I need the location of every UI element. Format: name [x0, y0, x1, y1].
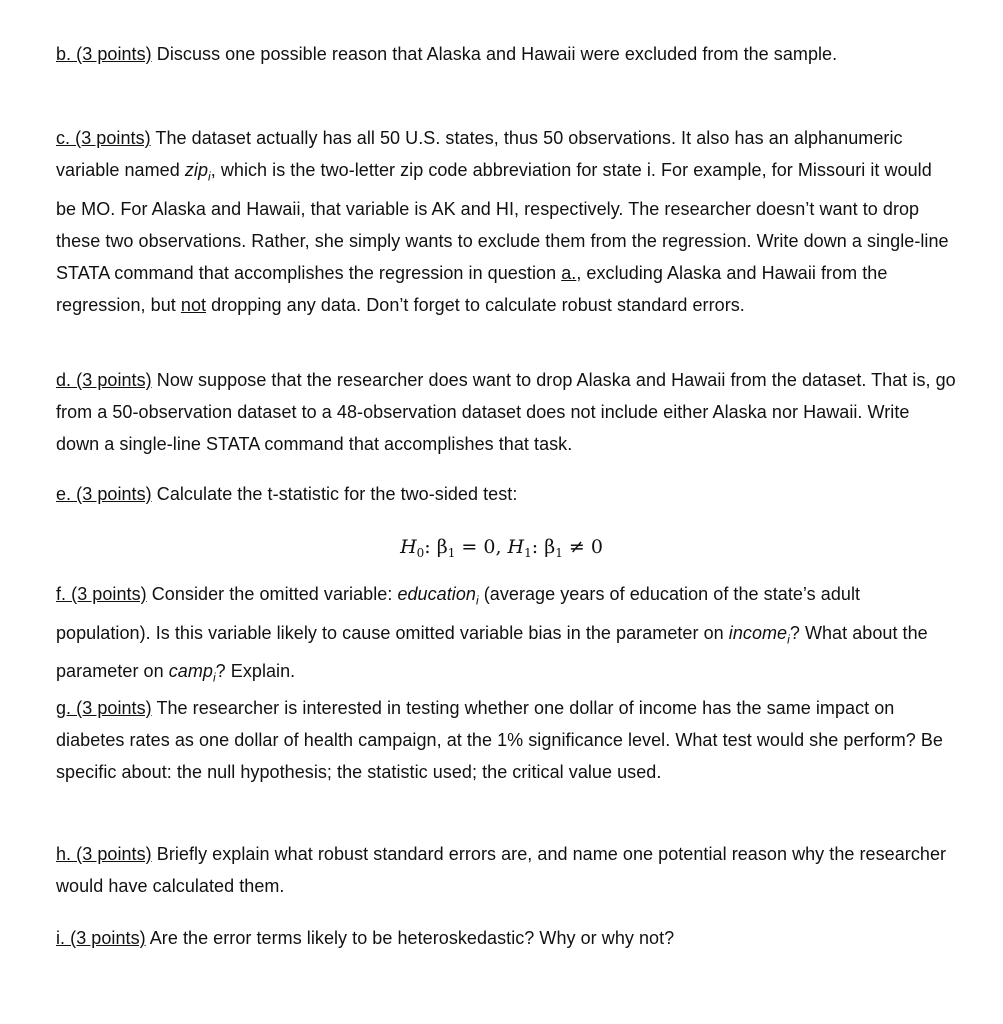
question-g-text: The researcher is interested in testing whether one dollar of income has the same impact on diabetes rates as one dollar of health campaign, at the 1% significance level. What test would she perform? Be specific about: the null hypothesis; the statistic used; the critical value used. — [56, 698, 943, 782]
question-c-text-1: The dataset actually has all 50 U.S. states, thus 50 observations. It also has an alphanumeric variable named — [56, 128, 903, 180]
question-i-text: Are the error terms likely to be heteroskedastic? Why or why not? — [149, 928, 675, 948]
question-e-label: e. (3 points) — [56, 484, 152, 504]
variable-camp: camp$_i$ — [168, 661, 216, 685]
question-d-text: Now suppose that the researcher does want to drop Alaska and Hawaii from the dataset. That is, go from a 50-observation dataset to a 48-observation dataset does not include either Alaska nor Hawaii. Write down a single-line STATA command that accomplishes that task. — [56, 370, 956, 454]
variable-income: income$_i$ — [728, 622, 790, 647]
question-i-label: i. (3 points) — [56, 928, 146, 948]
question-f-text-1: Consider the omitted variable: — [151, 584, 393, 604]
question-i — [56, 922, 956, 954]
question-c — [56, 122, 956, 321]
question-a-reference: a. — [561, 262, 577, 283]
question-c-text-3: , excluding Alaska and Hawaii from the regression, but — [56, 262, 888, 315]
question-h — [56, 838, 956, 902]
question-f-text-4: ? Explain. — [215, 661, 296, 682]
question-b — [56, 38, 956, 70]
question-b-text: Discuss one possible reason that Alaska and Hawaii were excluded from the sample. — [156, 44, 838, 64]
question-g-label: g. (3 points) — [56, 698, 152, 718]
question-f-label: f. (3 points) — [56, 584, 147, 604]
emphasis-not: not — [180, 294, 207, 315]
variable-zip: zip$_i$ — [184, 160, 211, 184]
question-d-label: d. (3 points) — [56, 370, 152, 390]
question-f-text-3: ? What about the parameter on — [56, 622, 928, 682]
question-c-text-4: dropping any data. Don’t forget to calculate robust standard errors. — [211, 294, 745, 315]
question-d — [56, 364, 956, 460]
question-e-text: Calculate the t-statistic for the two-sided test: — [156, 484, 518, 504]
question-f — [56, 578, 956, 694]
question-c-text-2: , which is the two-letter zip code abbreviation for state i. For example, for Missouri it would be MO. For Alaska and Hawaii, that variable is AK and HI, respectively. The researcher doesn’t want to drop these two observations. Rather, she simply wants to exclude them from the regression. Write down a single-line STATA command that accomplishes the regression in question — [56, 160, 949, 283]
question-h-label: h. (3 points) — [56, 844, 152, 864]
question-f-text-2: (average years of education of the state’s adult population). Is this variable likely to cause omitted variable bias in the parameter on — [56, 584, 861, 643]
question-g — [56, 692, 956, 788]
question-h-text: Briefly explain what robust standard errors are, and name one potential reason why the researcher would have calculated them. — [56, 844, 947, 896]
question-b-label: b. (3 points) — [56, 44, 152, 64]
hypothesis-equation: $H_0$: $\beta_1 = 0$, $H_1$: $\beta_1 \ne 0$ — [400, 536, 603, 560]
variable-education: education$_i$ — [397, 584, 479, 608]
question-c-label: c. (3 points) — [56, 128, 151, 148]
question-e — [56, 478, 956, 510]
